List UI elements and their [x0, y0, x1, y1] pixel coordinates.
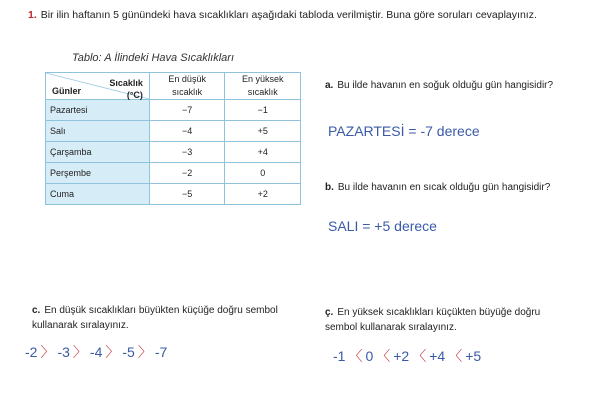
comparison-symbol: 〉 [105, 344, 120, 360]
question-d-label: ç. [325, 307, 334, 318]
question-intro [10, 8, 595, 23]
low-cell: −3 [149, 142, 225, 163]
comparison-symbol: 〈 [412, 348, 427, 364]
sequence-value: +2 [393, 348, 410, 364]
corner-label-unit: (°C) [126, 90, 143, 100]
question-b [325, 180, 587, 195]
low-cell: −7 [149, 100, 225, 121]
day-cell: Çarşamba [46, 142, 150, 163]
high-cell: −1 [225, 100, 301, 121]
table-body [46, 100, 301, 205]
table-row [46, 163, 301, 184]
question-a-text: Bu ilde havanın en soğuk olduğu gün hangisidir? [337, 80, 554, 91]
corner-label-top [109, 77, 143, 101]
header-high: En yüksek sıcaklık [225, 73, 301, 100]
question-c-label: c. [32, 305, 41, 316]
day-cell: Salı [46, 121, 150, 142]
sequence-value: -7 [154, 344, 168, 360]
answer-d [332, 346, 482, 366]
question-number: 1. [28, 9, 37, 21]
question-c [32, 303, 282, 333]
sequence-value: -2 [25, 344, 38, 360]
comparison-symbol: 〉 [137, 344, 152, 360]
day-cell: Pazartesi [46, 100, 150, 121]
sequence-value: -5 [122, 344, 135, 360]
answer-b: SALI = +5 derece [328, 218, 437, 234]
corner-label-days: Günler [52, 86, 82, 96]
high-cell: +5 [225, 121, 301, 142]
table-corner-cell [46, 73, 150, 100]
answer-c [24, 342, 168, 362]
table-row [46, 121, 301, 142]
comparison-symbol: 〈 [376, 348, 391, 364]
question-b-label: b. [325, 182, 334, 193]
day-cell: Perşembe [46, 163, 150, 184]
sequence-value: +4 [429, 348, 446, 364]
answer-a: PAZARTESİ = -7 derece [328, 123, 480, 139]
sequence-value: -3 [57, 344, 70, 360]
header-low: En düşük sıcaklık [149, 73, 225, 100]
high-cell: +2 [225, 184, 301, 205]
low-cell: −5 [149, 184, 225, 205]
temperature-table [45, 72, 301, 205]
question-d [325, 305, 575, 335]
table-caption: Tablo: A İlindeki Hava Sıcaklıkları [72, 52, 235, 64]
question-a-label: a. [325, 80, 334, 91]
high-cell: +4 [225, 142, 301, 163]
sequence-value: +5 [465, 348, 482, 364]
low-cell: −2 [149, 163, 225, 184]
question-d-text: En yüksek sıcaklıkları küçükten büyüğe doğru sembol kullanarak sıralayınız. [325, 307, 541, 333]
low-cell: −4 [149, 121, 225, 142]
question-c-text: En düşük sıcaklıkları büyükten küçüğe doğru sembol kullanarak sıralayınız. [32, 305, 278, 331]
comparison-symbol: 〈 [348, 348, 363, 364]
comparison-symbol: 〉 [40, 344, 55, 360]
high-cell: 0 [225, 163, 301, 184]
day-cell: Cuma [46, 184, 150, 205]
sequence-value: 0 [365, 348, 374, 364]
comparison-symbol: 〉 [72, 344, 87, 360]
question-text: Bir ilin haftanın 5 günündeki hava sıcaklıkları aşağıdaki tabloda verilmiştir. Buna göre soruları cevaplayınız. [40, 9, 537, 21]
table-header-row [46, 73, 301, 100]
question-b-text: Bu ilde havanın en sıcak olduğu gün hangisidir? [337, 182, 551, 193]
sequence-value: -1 [333, 348, 346, 364]
table-row [46, 184, 301, 205]
table-row [46, 100, 301, 121]
corner-label-temp: Sıcaklık [109, 78, 143, 88]
sequence-value: -4 [89, 344, 103, 360]
question-a [325, 78, 587, 93]
comparison-symbol: 〈 [448, 348, 463, 364]
table-row [46, 142, 301, 163]
